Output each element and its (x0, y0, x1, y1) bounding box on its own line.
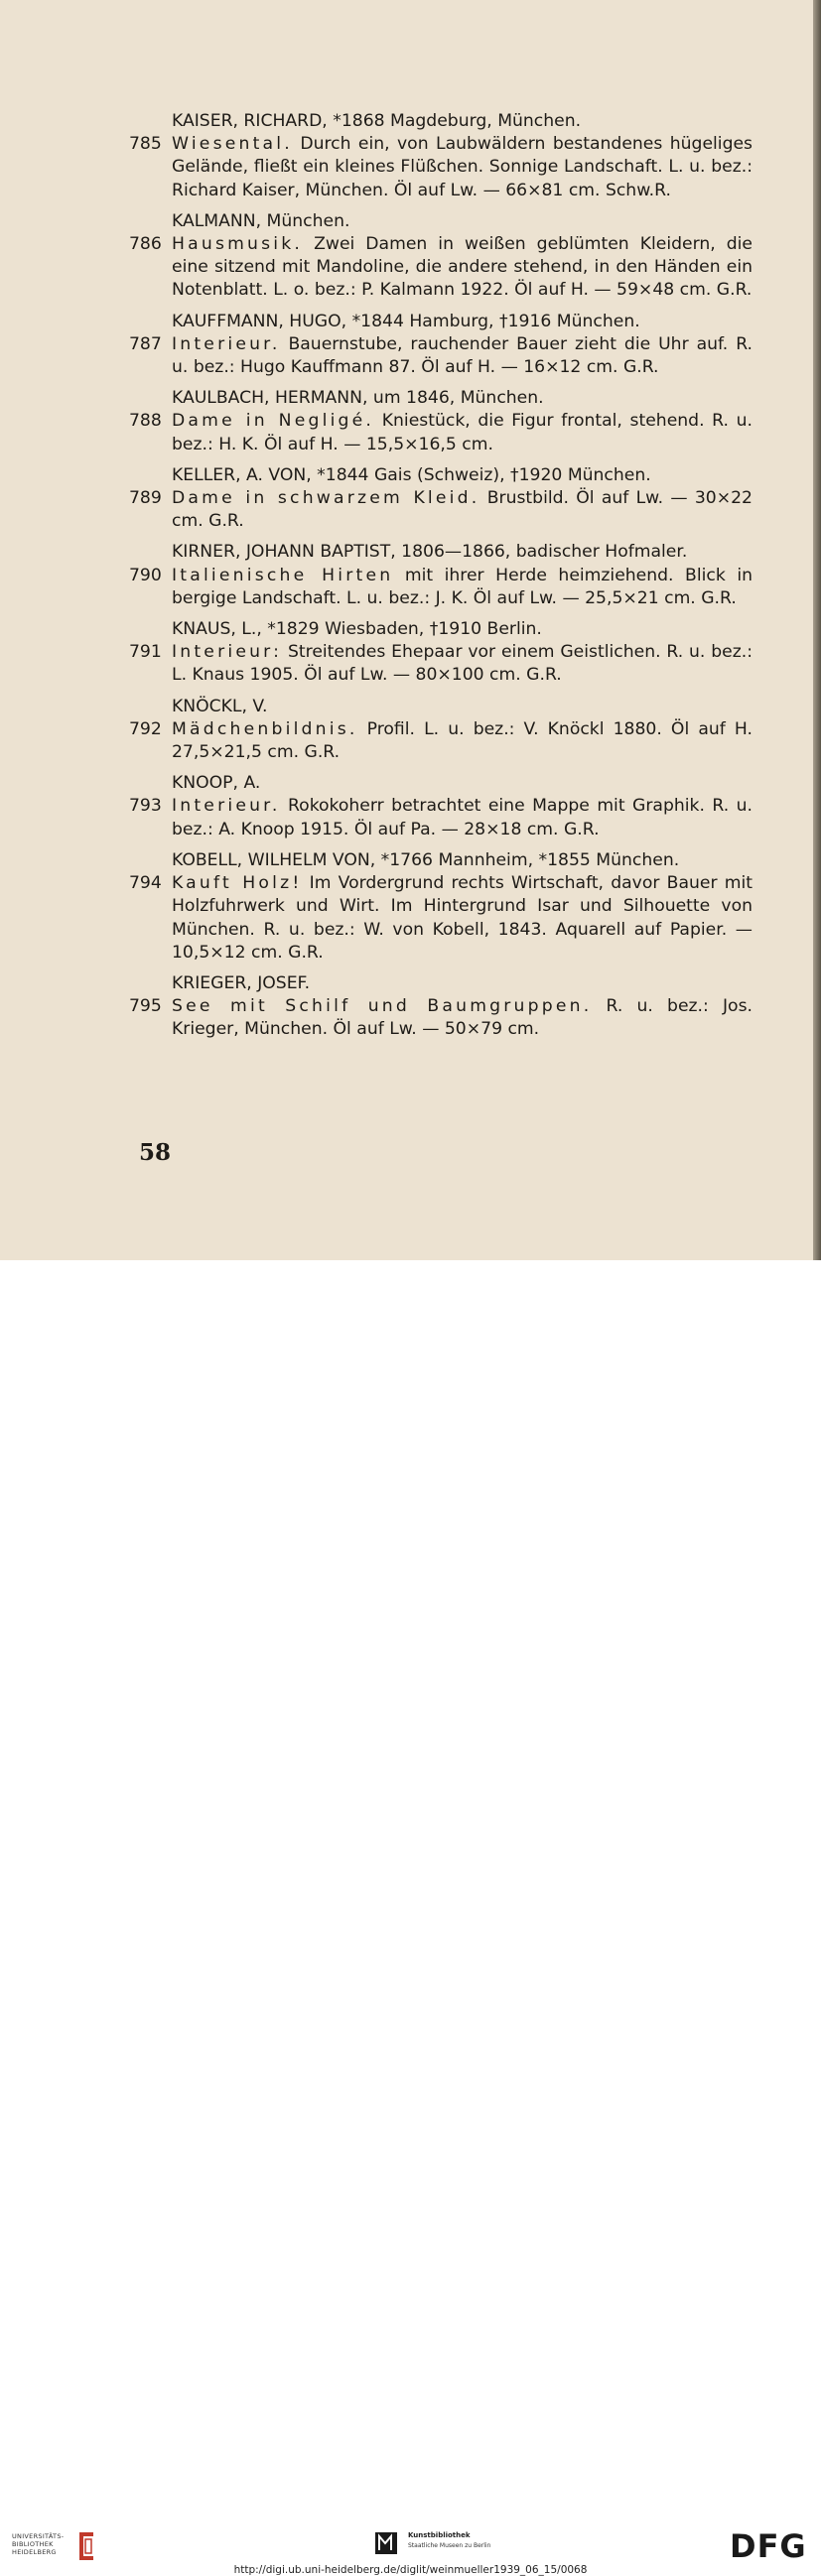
artist-heading: KELLER, A. VON, *1844 Gais (Schweiz), †1920 München. (172, 464, 651, 485)
artist-block (129, 311, 753, 380)
entry-description (172, 487, 753, 533)
page-number: 58 (139, 1139, 172, 1166)
entry-number: 789 (129, 488, 162, 509)
heidelberg-library-logo-icon (75, 2530, 97, 2562)
catalog-entry (129, 641, 753, 687)
entry-description (172, 410, 753, 455)
artist-block (129, 110, 753, 202)
entry-number: 790 (129, 565, 162, 585)
artist-block (129, 772, 753, 841)
entry-number: 792 (129, 718, 162, 739)
entry-title: Dame in schwarzem Kleid. (172, 488, 480, 509)
permalink-url[interactable]: http://digi.ub.uni-heidelberg.de/diglit/weinmueller1939_06_15/0068 (233, 2564, 588, 2576)
entry-title: Interieur. (172, 796, 281, 817)
page-edge-shadow (813, 0, 821, 1260)
entry-title: Mädchenbildnis. (172, 718, 358, 739)
catalog-entry (129, 133, 753, 202)
entry-number: 791 (129, 642, 162, 663)
entry-text: Durch ein, von Laubwäldern bestandenes hügeliges Gelände, fließt ein kleines Flüßchen. Sonnige Landschaft. L. u. bez.: Richard Kaiser, München. Öl auf Lw. — 66×81 cm. Schw.R. (172, 134, 753, 200)
entry-description (172, 995, 753, 1041)
entry-number: 793 (129, 796, 162, 817)
catalog-entry (129, 487, 753, 533)
artist-block (129, 849, 753, 965)
entry-description (172, 641, 753, 687)
entry-text: Profil. L. u. bez.: V. Knöckl 1880. Öl auf H. 27,5×21,5 cm. G.R. (172, 718, 753, 763)
artist-heading: KALMANN, München. (172, 210, 350, 231)
entry-text: Brustbild. Öl auf Lw. — 30×22 cm. G.R. (172, 488, 753, 532)
entry-title: Hausmusik. (172, 234, 304, 255)
entry-text: Zwei Damen in weißen geblümten Kleidern, die eine sitzend mit Mandoline, die andere stehend, in den Händen ein Notenblatt. L. o. bez.: P. Kalmann 1922. Öl auf H. — 59×48 cm. G.R. (172, 234, 753, 301)
entry-description (172, 233, 753, 303)
artist-heading: KAULBACH, HERMANN, um 1846, München. (172, 388, 544, 409)
artist-heading: KRIEGER, JOSEF. (172, 972, 311, 993)
entry-description (172, 565, 753, 610)
entry-title: Interieur: (172, 642, 283, 663)
entry-title: Dame in Negligé. (172, 411, 375, 432)
artist-block (129, 387, 753, 456)
catalog-entry (129, 333, 753, 379)
catalog-entry (129, 718, 753, 764)
entry-number: 794 (129, 873, 162, 894)
artist-block (129, 541, 753, 610)
entry-title: Wiesental. (172, 134, 293, 155)
entry-text: Rokokoherr betrachtet eine Mappe mit Graphik. R. u. bez.: A. Knoop 1915. Öl auf Pa. — 28×18 cm. G.R. (172, 796, 753, 839)
artist-heading: KAUFFMANN, HUGO, *1844 Hamburg, †1916 München. (172, 311, 640, 331)
artist-block (129, 210, 753, 303)
entry-description (172, 718, 753, 764)
entry-text: mit ihrer Herde heimziehend. Blick in bergige Landschaft. L. u. bez.: J. K. Öl auf Lw. — 25,5×21 cm. G.R. (172, 565, 753, 608)
entry-number: 795 (129, 996, 162, 1017)
kunstbibliothek-subtitle: Staatliche Museen zu Berlin (408, 2542, 491, 2549)
entry-title: See mit Schilf und Baumgruppen. (172, 996, 593, 1017)
catalog-entry (129, 872, 753, 965)
artist-block (129, 618, 753, 688)
viewer-footer (0, 1260, 821, 2576)
entry-text: Bauernstube, rauchender Bauer zieht die Uhr auf. R. u. bez.: Hugo Kauffmann 87. Öl auf H. — 16×12 cm. G.R. (172, 333, 753, 378)
entry-description (172, 872, 753, 965)
artist-heading: KAISER, RICHARD, *1868 Magdeburg, München. (172, 111, 582, 131)
artist-heading: KNAUS, L., *1829 Wiesbaden, †1910 Berlin. (172, 619, 542, 640)
catalog-entry (129, 795, 753, 840)
entry-number: 788 (129, 411, 162, 432)
catalog-entry (129, 233, 753, 303)
catalog-page (0, 0, 814, 1260)
entry-text: Im Vordergrund rechts Wirtschaft, davor Bauer mit Holzfuhrwerk und Wirt. Im Hintergrund Isar und Silhouette von München. R. u. bez.: W. von Kobell, 1843. Aquarell auf Papier. — 10,5×12 cm. G.R. (172, 873, 753, 963)
entry-number: 787 (129, 333, 162, 354)
entry-text: Kniestück, die Figur frontal, stehend. R. u. bez.: H. K. Öl auf H. — 15,5×16,5 cm. (172, 411, 753, 454)
artist-heading: KNOOP, A. (172, 773, 261, 794)
dfg-logo: DFG (730, 2527, 807, 2565)
artist-heading: KOBELL, WILHELM VON, *1766 Mannheim, *1855 München. (172, 849, 680, 870)
artist-heading: KIRNER, JOHANN BAPTIST, 1806—1866, badischer Hofmaler. (172, 542, 688, 563)
entry-title: Italienische Hirten (172, 565, 394, 585)
kunstbibliothek-mark-icon (375, 2532, 397, 2554)
entry-number: 785 (129, 134, 162, 155)
scanned-page-background (0, 0, 821, 1260)
artist-block (129, 464, 753, 534)
entry-text: R. u. bez.: Jos. Krieger, München. Öl auf Lw. — 50×79 cm. (172, 996, 753, 1040)
kunstbibliothek-name: Kunstbibliothek (408, 2531, 471, 2539)
entry-number: 786 (129, 234, 162, 255)
catalog-entry (129, 995, 753, 1041)
entry-description (172, 795, 753, 840)
entry-title: Kauft Holz! (172, 873, 303, 894)
catalog-entry (129, 410, 753, 455)
entry-text: Streitendes Ehepaar vor einem Geistlichen. R. u. bez.: L. Knaus 1905. Öl auf Lw. — 80×100 cm. G.R. (172, 642, 753, 686)
artist-heading: KNÖCKL, V. (172, 696, 268, 716)
catalog-list (129, 110, 753, 1042)
university-library-label: UNIVERSITÄTS-BIBLIOTHEK HEIDELBERG (12, 2532, 65, 2556)
entry-title: Interieur. (172, 333, 281, 354)
entry-description (172, 133, 753, 202)
entry-description (172, 333, 753, 379)
artist-block (129, 696, 753, 765)
artist-block (129, 972, 753, 1042)
catalog-entry (129, 565, 753, 610)
